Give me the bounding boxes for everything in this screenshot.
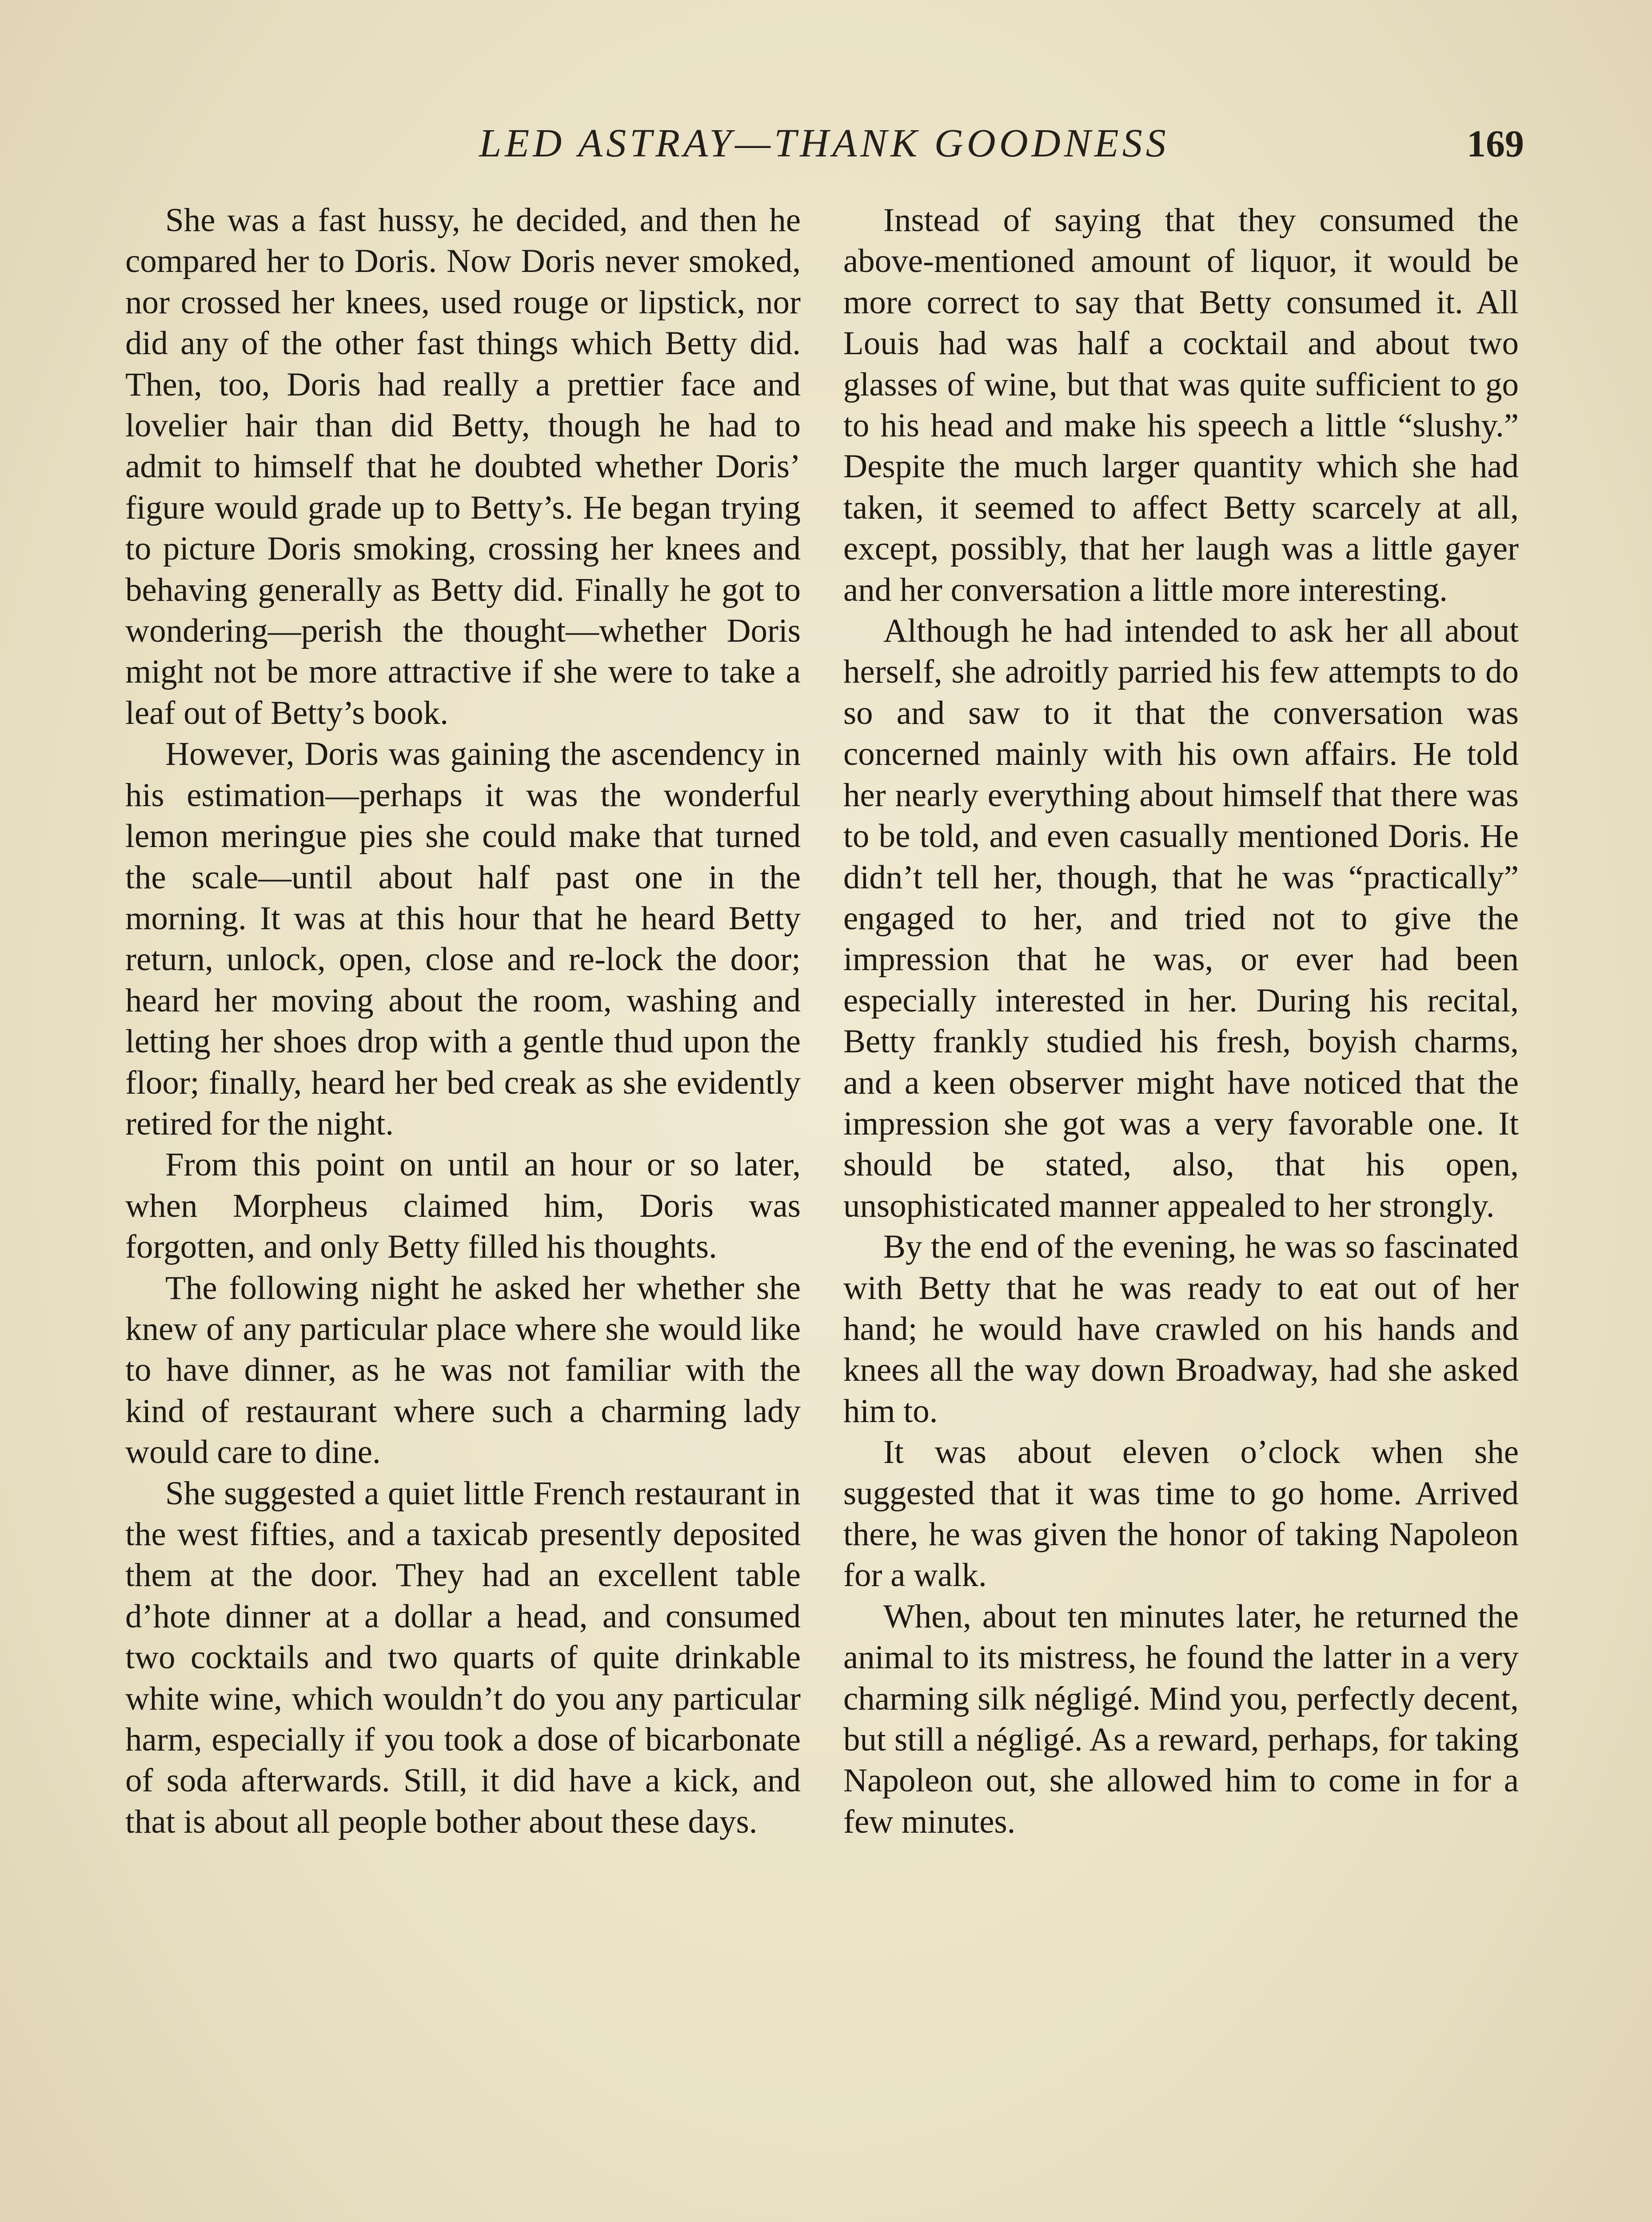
paragraph: She suggested a quiet little French restaurant in the west fifties, and a taxicab presently deposited them at the door. They had an excellent table d’hote dinner at a dollar a head, and consumed two cocktails and two quarts of quite drinkable white wine, which wouldn’t do you any particular harm, especially if you took a dose of bicarbonate of soda afterwards. Still, it did have a kick, and that is about all people bother about these days. (125, 1475, 801, 1840)
left-column (125, 200, 801, 2222)
paragraph: From this point on until an hour or so later, when Morpheus claimed him, Doris was forgotten, and only Betty filled his thoughts. (125, 1146, 801, 1266)
paragraph: Instead of saying that they consumed the above-mentioned amount of liquor, it would be more correct to say that Betty consumed it. All Louis had was half a cocktail and about two glasses of wine, but that was quite sufficient to go to his head and make his speech a little “slushy.” Despite the much larger quantity which she had taken, it seemed to affect Betty scarcely at all, except, possibly, that her laugh was a little gayer and her conversation a little more interesting. (843, 202, 1519, 608)
paragraph: She was a fast hussy, he decided, and then he compared her to Doris. Now Doris never smoked, nor crossed her knees, used rouge or lipstick, nor did any of the other fast things which Betty did. Then, too, Doris had really a prettier face and lovelier hair than did Betty, though he had to admit to himself that he doubted whether Doris’ figure would grade up to Betty’s. He began trying to picture Doris smoking, crossing her knees and behaving generally as Betty did. Finally he got to wondering—perish the thought—whether Doris might not be more attractive if she were to take a leaf out of Betty’s book. (125, 202, 801, 731)
paragraph: The following night he asked her whether she knew of any particular place where she would like to have dinner, as he was not familiar with the kind of restaurant where such a charming lady would care to dine. (125, 1269, 801, 1471)
paragraph: Although he had intended to ask her all about herself, she adroitly parried his few attempts to do so and saw to it that the conversation was concerned mainly with his own affairs. He told her nearly everything about himself that there was to be told, and even casually mentioned Doris. He didn’t tell her, though, that he was “practically” engaged to her, and tried not to give the impression that he was, or ever had been especially interested in her. During his recital, Betty frankly studied his fresh, boyish charms, and a keen observer might have noticed that the impression she got was a very favorable one. It should be stated, also, that his open, unsophisticated manner appealed to her strongly. (843, 612, 1519, 1224)
right-column (843, 200, 1519, 2222)
paragraph: It was about eleven o’clock when she suggested that it was time to go home. Arrived there, he was given the honor of taking Napoleon for a walk. (843, 1434, 1519, 1594)
paragraph: When, about ten minutes later, he returned the animal to its mistress, he found the latter in a very charming silk négligé. Mind you, perfectly decent, but still a négligé. As a reward, perhaps, for taking Napoleon out, she allowed him to come in for a few minutes. (843, 1598, 1519, 1840)
paragraph: By the end of the evening, he was so fascinated with Betty that he was ready to eat out of her hand; he would have crawled on his hands and knees all the way down Broadway, had she asked him to. (843, 1228, 1519, 1430)
running-title: LED ASTRAY—THANK GOODNESS (479, 121, 1169, 165)
running-head (124, 115, 1524, 172)
page-number: 169 (1467, 122, 1524, 165)
paragraph: However, Doris was gaining the ascendency in his estimation—perhaps it was the wonderful lemon meringue pies she could make that turned the scale—until about half past one in the morning. It was at this hour that he heard Betty return, unlock, open, close and re-lock the door; heard her moving about the room, washing and letting her shoes drop with a gentle thud upon the floor; finally, heard her bed creak as she evidently retired for the night. (125, 735, 801, 1142)
